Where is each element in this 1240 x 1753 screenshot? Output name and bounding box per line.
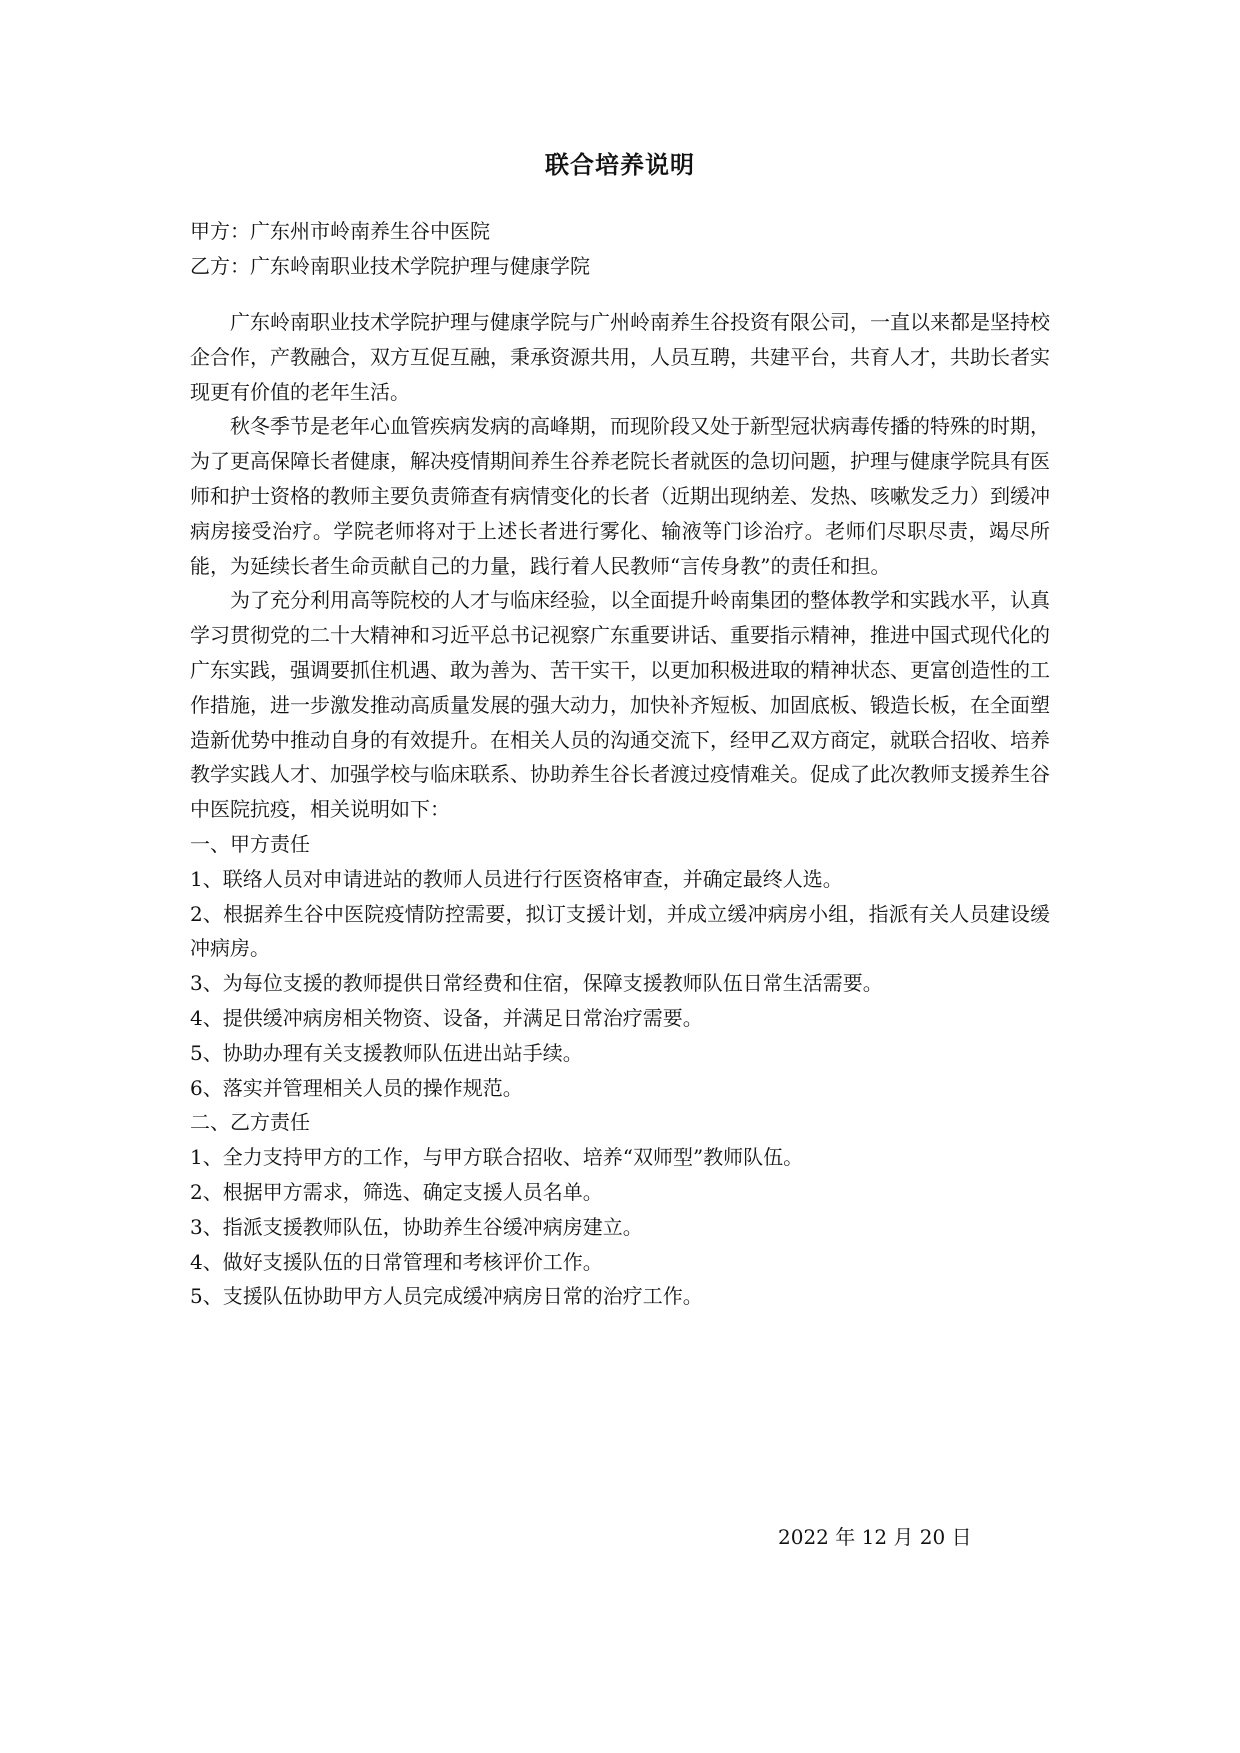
list-item: 4、提供缓冲病房相关物资、设备，并满足日常治疗需要。 [190,1005,703,1030]
list-item: 1、联络人员对申请进站的教师人员进行行医资格审查，并确定最终人选。 [190,866,843,891]
party-a: 甲方：广东州市岭南养生谷中医院 [190,219,490,243]
spacer [190,284,1050,305]
list-item: 1、全力支持甲方的工作，与甲方联合招收、培养“双师型”教师队伍。 [190,1145,804,1170]
paragraph: 广东岭南职业技术学院护理与健康学院与广州岭南养生谷投资有限公司，一直以来都是坚持校企合作，产教融合，双方互促互融，秉承资源共用，人员互聘，共建平台，共育人才，共助长者实现更有价值的老年生活。 [190,310,1050,404]
document-body [190,146,1050,1314]
list-item: 5、协助办理有关支援教师队伍进出站手续。 [190,1040,583,1065]
paragraph: 为了充分利用高等院校的人才与临床经验，以全面提升岭南集团的整体教学和实践水平，认真学习贯彻党的二十大精神和习近平总书记视察广东重要讲话、重要指示精神，推进中国式现代化的广东实践，强调要抓住机遇、敢为善为、苦干实干，以更加积极进取的精神状态、更富创造性的工作措施，进一步激发推动高质量发展的强大动力，加快补齐短板、加固底板、锻造长板，在全面塑造新优势中推动自身的有效提升。在相关人员的沟通交流下，经甲乙双方商定，就联合招收、培养教学实践人才、加强学校与临床联系、协助养生谷长者渡过疫情难关。促成了此次教师支援养生谷中医院抗疫，相关说明如下： [190,588,1050,822]
party-b: 乙方：广东岭南职业技术学院护理与健康学院 [190,254,590,278]
section-a-heading: 一、甲方责任 [190,831,310,856]
list-item: 6、落实并管理相关人员的操作规范。 [190,1075,523,1100]
document-title: 联合培养说明 [545,150,695,179]
list-item: 2、根据甲方需求，筛选、确定支援人员名单。 [190,1179,603,1204]
document-date: 2022 年 12 月 20 日 [778,1525,972,1549]
list-item: 3、为每位支援的教师提供日常经费和住宿，保障支援教师队伍日常生活需要。 [190,971,883,996]
paragraph: 秋冬季节是老年心血管疾病发病的高峰期，而现阶段又处于新型冠状病毒传播的特殊的时期，为了更高保障长者健康，解决疫情期间养生谷养老院长者就医的急切问题，护理与健康学院具有医师和护士资格的教师主要负责筛查有病情变化的长者（近期出现纳差、发热、咳嗽发乏力）到缓冲病房接受治疗。学院老师将对于上述长者进行雾化、输液等门诊治疗。老师们尽职尽责，竭尽所能，为延续长者生命贡献自己的力量，践行着人民教师“言传身教”的责任和担。 [190,414,1050,578]
list-item: 2、根据养生谷中医院疫情防控需要，拟订支援计划，并成立缓冲病房小组，指派有关人员建设缓冲病房。 [190,901,1050,961]
list-item: 3、指派支援教师队伍，协助养生谷缓冲病房建立。 [190,1214,643,1239]
list-item: 5、支援队伍协助甲方人员完成缓冲病房日常的治疗工作。 [190,1284,703,1309]
list-item: 4、做好支援队伍的日常管理和考核评价工作。 [190,1249,603,1274]
section-b-heading: 二、乙方责任 [190,1110,310,1135]
